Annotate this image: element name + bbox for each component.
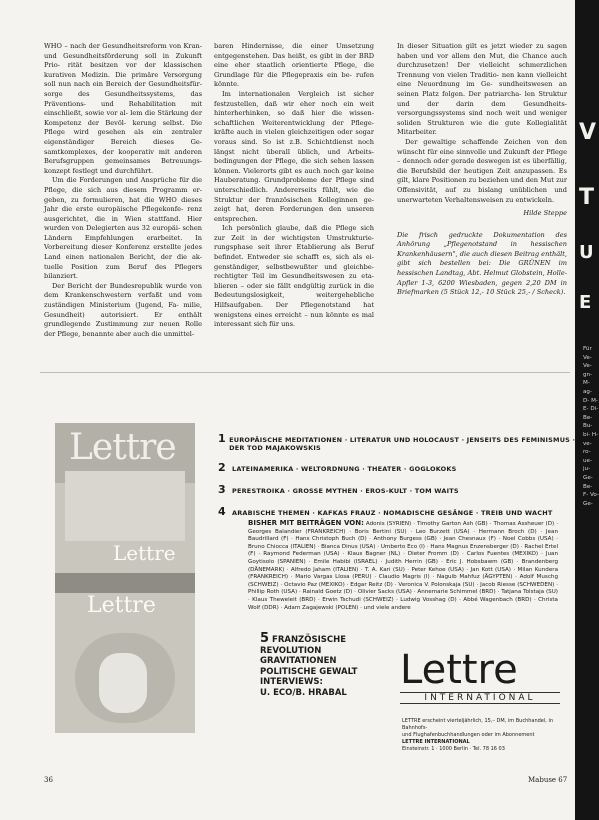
contact-line: LETTRE erscheint vierteljährlich, 15,– DM, im Buchhandel, in Bahnhofs-	[402, 718, 554, 731]
magazine-cover-title: Lettre	[87, 593, 156, 618]
list-item	[218, 505, 578, 518]
next-issue-line: INTERVIEWS:	[260, 677, 323, 687]
contributors-list: Adonis (SYRIEN) · Timothy Garton Ash (GB) · Thomas Assheuer (D) · Georges Balandier (FRANKREICH) · Boris Bertini (SU) · Leo Burzett (USA) · Hermann Broch (D) · Jean Baudrillard (F) · Hans Christoph Buch (D) · Anthony Burgess (GB) · Jean Chesnaux (F) · Noel Cobbs (USA) · Bruno Chiocca (ITALIEN) · Bianca Dinus (USA) · Umberto Eco (I) · Hans Magnus Enzensberger (D) · Rachel Ertel (F) · Raymond Federman (USA) · Klaus Bagner (NL) · Dieter Fromm (D) · Carlos Fuentes (MEXIKO) · Juan Goytisolo (SPANIEN) · Emile Habibi (ISRAEL) · Judith Herrin (GB) · Eric J. Hobsbawm (GB) · Brandenberg (DÄNEMARK) · Alfredo Jaham (ITALIEN) · T. A. Kari (SU) · Peter Kehoe (USA) · Jan Kott (USA) · Milan Kundera (FRANKREICH) · Mario Vargas Llosa (PERU) · Claudio Magris (I) · Naguib Mahfuz (ÄGYPTEN) · Adolf Muschg (SCHWEIZ) · Octavio Paz (MEXIKO) · Edgar Reitz (D) · Veronica V. Polonskaja (SU) · Jacob Riesse (SCHWEDEN) · Phillip Roth (USA) · Rainald Goetz (D) · Olivier Sacks (USA) · Annemarie Schimmel (BRD) · Tatjana Tolstaja (SU) · Klaus Theweleit (BRD) · Erwin Tschudi (SCHWEIZ) · Ludwig Vosshag (D) · Abbé Wagenbach (BRD) · Christa Wolf (DDR) · Adam Zagajewski (POLEN) · und viele andere	[248, 521, 558, 611]
issue-number: 1	[218, 432, 226, 445]
logo-subtitle: INTERNATIONAL	[400, 692, 560, 704]
spine-letter: V	[579, 120, 597, 145]
adjacent-page-text: Für Ve- Ve- gn- M- ag- D- M- E- Di- Be- Bu- bi- H- ve- ro- ue- ju- Ge- Be- F- Vo- Ge-	[583, 346, 599, 507]
contact-line: Einsteinstr. 1 · 1000 Berlin · Tel. 78 16 03	[402, 746, 505, 752]
author-signature: Hilde Steppe	[523, 209, 567, 218]
next-issue-line: REVOLUTION	[260, 645, 322, 656]
text-column-3	[397, 42, 567, 298]
paragraph: Im internationalen Vergleich ist sicher festzustellen, daß wir eher noch ein weit hinterherhinken, so daß hier die wissen- schaftlichen Weiterentwicklung der Pflege- kräfte auch in vielen gleichzeitigen oder sogar voraus sind. So ist z.B. Schichtdienst noch längst nicht überall üblich, und Arbeits- bedingungen der Pflege, die sich sehen lassen können. Vielerorts gibt es auch noch gar keine Hauberatung. Grundprobleme der Pflege sind unterschiedlich. Andererseits fühlt, wie die Struktur der französischen Kolleginnen ge- zeigt hat, deren Forderungen den unseren entsprechen.	[214, 89, 374, 223]
next-issue-number: 5	[260, 631, 270, 646]
issue-number: 2	[218, 461, 226, 474]
paragraph: baren Hindernisse, die einer Umsetzung entgegenstehen. Das heißt, es gibt in der BRD eine eher staatlich orientierte Pflege, die Grundlage für die Pflegepraxis ein be- rufen könnte.	[214, 42, 374, 89]
magazine-cover-title: Lettre	[113, 541, 176, 565]
paragraph: Der gewaltige schaffende Zeichen von den wünscht für eine sinnvolle und Zukunft der Pflege – dennoch oder gerade deswegen ist es überfällig, die Berufsbild der heutigen Zeit anzupassen. Es gilt, klare Positionen zu beziehen und den Mut zur Offensivität, auf zu bislang unüblichen und unerwarteten Verhaltensweisen zu entwickeln.	[397, 137, 567, 204]
contact-line: und Flughafenbuchhandlungen oder im Abonnement	[402, 732, 535, 738]
list-item	[218, 483, 578, 496]
running-footer: Mabuse 67	[528, 776, 568, 784]
contact-line: LETTRE INTERNATIONAL	[402, 739, 470, 745]
issue-topics: EUROPÄISCHE MEDITATIONEN · LITERATUR UND HOLOCAUST · JENSEITS DES FEMINISMUS · DER TOD MAJAKOWSKIS	[229, 436, 576, 452]
paragraph: Um die Forderungen und Ansprüche für die Pflege, die sich aus diesem Programm er- geben, zu formulieren, hat die WHO dieses Jahr die erste europäische Pflegekonfe- renz ausgerichtet, die in Wien stattfand. Hier wurden von Delegierten aus 32 europäi- schen Ländern Empfehlungen erarbeitet. In Vorbereitung dieser Konferenz erstellte jedes Land einen nationalen Bericht, der die ak- tuelle Position zum Beruf des Pflegers bilanziert.	[44, 176, 202, 281]
issue-list	[218, 432, 578, 527]
contributors-heading: BISHER MIT BEITRÄGEN VON:	[248, 519, 364, 527]
paragraph: In dieser Situation gilt es jetzt wieder zu sagen haben und vor allem den Mut, die Chance auch durchzusetzen! Der vielleicht schmerzlichen Trennung von vielen Traditio- nen kann vielleicht eine Neuordnung im Ge- sundheitswesen an seinen Platz folgen. Der patriarcha- len Struktur und der darin dem Gesundheits- versorgungssystems sind noch weit und weniger soliden Strukturen wie die gute Kollegialität Mitarbeiter.	[397, 42, 567, 137]
issue-topics: PERESTROIKA · GROSSE MYTHEN · EROS-KULT · TOM WAITS	[232, 487, 459, 495]
next-issue-line: U. ECO/B. HRABAL	[260, 687, 347, 698]
issue-topics: ARABISCHE THEMEN · KAFKAS FRAUZ · NOMADISCHE GESÄNGE · TREIB UND WACHT	[232, 509, 553, 517]
spine-letter: U	[579, 242, 594, 263]
next-issue-line: GRAVITATIONEN	[260, 656, 337, 666]
issue-topics: LATEINAMERIKA · WELTORDNUNG · THEATER · GOGLOKOKS	[232, 465, 457, 473]
next-issue-line: POLITISCHE GEWALT	[260, 666, 358, 677]
paragraph: Ich persönlich glaube, daß die Pflege sich zur Zeit in der wichtigsten Umstrukturie- rungsphase seit ihrer Etablierung als Beruf befindet. Entweder sie schafft es, sich als ei- genständiger, selbstbewußter und gleichbe- rechtigter Teil im Gesundheitswesen zu eta- blieren – oder sie fällt endgültig zurück in die Bedeutungslosigkeit, weitergehebliche Hilfsaufgaben. Der Pflegenotstand hat wenigstens eines erreicht – nun könnte es mal interessant sich für uns.	[214, 224, 374, 329]
magazine-cover-title: Lettre	[69, 427, 176, 468]
spine-letter: T	[579, 185, 595, 210]
spine-letter: E	[579, 292, 592, 313]
next-issue-block	[260, 631, 358, 698]
text-column-1	[44, 42, 202, 339]
paragraph: Der Bericht der Bundesrepublik wurde von dem Krankenschwestern verfaßt und vom zuständigen Ministerium (Jugend, Fa- milie, Gesundheit) autorisiert. Er enthält grundlegende Zustimmung zur neuen Rolle der Pflege, benannte aber auch die unmittel-	[44, 281, 202, 338]
next-issue-line: FRANZÖSISCHE	[272, 635, 347, 645]
contact-info	[402, 718, 572, 753]
magazine-cover-image	[55, 423, 195, 733]
issue-number: 4	[218, 505, 226, 518]
issue-number: 3	[218, 483, 226, 496]
list-item	[218, 461, 578, 474]
text-column-2	[214, 42, 374, 330]
list-item	[218, 432, 578, 452]
lettre-logo	[400, 647, 560, 704]
page-number: 36	[44, 776, 53, 784]
contributors-block	[248, 520, 558, 612]
logo-word: Lettre	[400, 647, 518, 693]
ordering-note: Die frisch gedruckte Dokumentation des Anhörung „Pflegenotstand in hessischen Krankenhäusern", die auch diesen Beitrag enthält, gibt sich bestellen bei: Die GRÜNEN im hessischen Landtag, Abt. Helmut Globstein, Holle-Apfler 1-3, 6200 Wiesbaden, gegen 2,20 DM in Briefmarken (5 Stück 12,- 10 Stück 25,- / Scheck).	[397, 230, 567, 297]
paragraph: WHO – nach der Gesundheitsreform von Kran- und Gesundheitsförderung soll in Zukunft Prio- rität besitzen vor der klassischen kurativen Medizin. Die primäre Versorgung soll nun nach ein Bereich der Gesundheitsfür- sorge des Gesundheitssystems, das Präventions- und Rehabilitation mit einschließt, sowie vor al- lem die Stärkung der Kompetenz der Bevöl- kerung selbst. Die Pflege wird gesehen als ein zentraler eigenständiger Bereich dieses Ge- samtkomplexes, der kooperativ mit anderen Berufsgruppen gemeinsames Betreuungs- konzept festlegt und durchführt.	[44, 42, 202, 175]
divider	[40, 372, 570, 373]
